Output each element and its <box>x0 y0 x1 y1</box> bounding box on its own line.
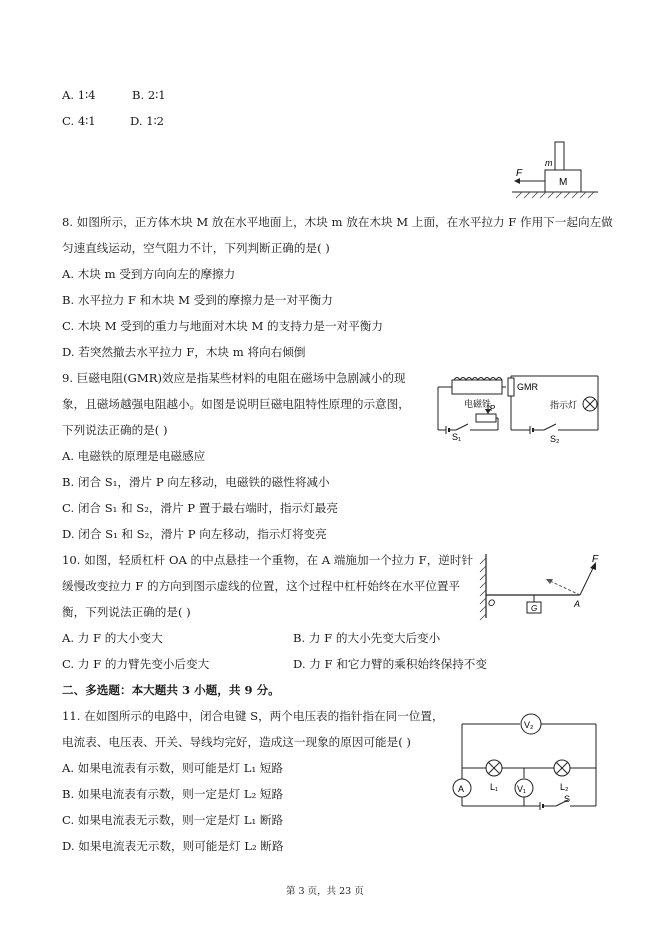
label-M: M <box>559 177 568 188</box>
section-heading-multiple-choice: 二、多选题：本大题共 3 小题，共 9 分。 <box>62 683 280 697</box>
label-S1: S₁ <box>452 432 462 442</box>
q9-option-b: B. 闭合 S₁，滑片 P 向左移动，电磁铁的磁性将减小 <box>62 475 330 489</box>
label-F: F <box>592 554 599 565</box>
q10-option-d: D. 力 F 和它力臂的乘积始终保持不变 <box>293 657 487 671</box>
label-G: G <box>531 604 538 613</box>
q8-option-d: D. 若突然撤去水平拉力 F，木块 m 将向右倾倒 <box>62 345 306 359</box>
label-O: O <box>488 598 496 608</box>
label-A: A <box>458 784 465 794</box>
q7-option-c: C. 4∶1 <box>62 114 96 128</box>
q8-option-c: C. 木块 M 受到的重力与地面对木块 M 的支持力是一对平衡力 <box>62 319 383 333</box>
q10-option-c: C. 力 F 的力臂先变小后变大 <box>62 657 210 671</box>
q8-stem-line2: 匀速直线运动，空气阻力不计，下列判断正确的是( ) <box>62 241 330 255</box>
label-V2: V₂ <box>524 720 534 730</box>
q11-figure <box>444 710 606 814</box>
label-S: S <box>564 794 571 804</box>
label-GMR: GMR <box>517 382 538 392</box>
label-m: m <box>545 158 553 168</box>
q9-option-d: D. 闭合 S₁ 和 S₂，滑片 P 向左移动，指示灯将变亮 <box>62 527 327 541</box>
q7-option-d: D. 1∶2 <box>130 114 165 128</box>
q10-stem-line1: 10. 如图，轻质杠杆 OA 的中点悬挂一个重物，在 A 端施加一个拉力 F，逆时针 <box>62 553 474 567</box>
q8-figure <box>508 138 600 200</box>
page-footer: 第 3 页，共 23 页 <box>286 886 364 897</box>
q11-stem-line1: 11. 在如图所示的电路中，闭合电键 S，两个电压表的指针指在同一位置， <box>62 709 444 723</box>
q9-option-c: C. 闭合 S₁ 和 S₂，滑片 P 置于最右端时，指示灯最亮 <box>62 501 338 515</box>
q11-option-d: D. 如果电流表无示数，则可能是灯 L₂ 断路 <box>62 839 284 853</box>
block-m <box>555 142 564 170</box>
q11-option-a: A. 如果电流表有示数，则可能是灯 L₁ 短路 <box>62 761 283 775</box>
label-P: P <box>490 404 496 413</box>
q10-stem-line3: 衡，下列说法正确的是( ) <box>62 605 191 619</box>
label-electromagnet: 电磁铁 <box>464 399 492 409</box>
q11-option-c: C. 如果电流表无示数，则一定是灯 L₁ 断路 <box>62 813 284 827</box>
q9-option-a: A. 电磁铁的原理是电磁感应 <box>62 449 206 463</box>
label-V1: V₁ <box>517 784 527 794</box>
q8-option-b: B. 水平拉力 F 和木块 M 受到的摩擦力是一对平衡力 <box>62 293 333 307</box>
q7-option-b: B. 2∶1 <box>132 88 166 102</box>
label-L2: L₂ <box>560 782 569 792</box>
q9-stem-line2: 象，且磁场越强电阻越小。如图是说明巨磁电阻特性原理的示意图， <box>62 397 410 411</box>
q11-option-b: B. 如果电流表有示数，则一定是灯 L₂ 短路 <box>62 787 284 801</box>
q8-stem-line1: 8. 如图所示，正方体木块 M 放在水平地面上，木块 m 放在木块 M 上面，在水平拉力 F 作用下一起向左做 <box>62 215 613 229</box>
q7-option-a: A. 1∶4 <box>62 88 96 102</box>
label-L1: L₁ <box>490 782 499 792</box>
q10-stem-line2: 缓慢改变拉力 F 的方向到图示虚线的位置，这个过程中杠杆始终在水平位置平 <box>62 579 461 593</box>
label-A: A <box>574 599 581 609</box>
q9-figure <box>432 374 604 446</box>
q8-option-a: A. 木块 m 受到方向向左的摩擦力 <box>62 267 236 281</box>
q11-stem-line2: 电流表、电压表、开关、导线均完好，造成这一现象的原因可能是( ) <box>62 735 411 749</box>
q10-option-b: B. 力 F 的大小先变大后变小 <box>293 631 441 645</box>
q10-option-a: A. 力 F 的大小变大 <box>62 631 163 645</box>
q9-stem-line1: 9. 巨磁电阻(GMR)效应是指某些材料的电阻在磁场中急剧减小的现 <box>62 371 406 385</box>
label-lamp: 指示灯 <box>550 400 578 410</box>
label-F: F <box>516 168 523 179</box>
q10-figure <box>476 550 604 622</box>
label-S2: S₂ <box>550 434 560 444</box>
q9-stem-line3: 下列说法正确的是( ) <box>62 423 168 437</box>
